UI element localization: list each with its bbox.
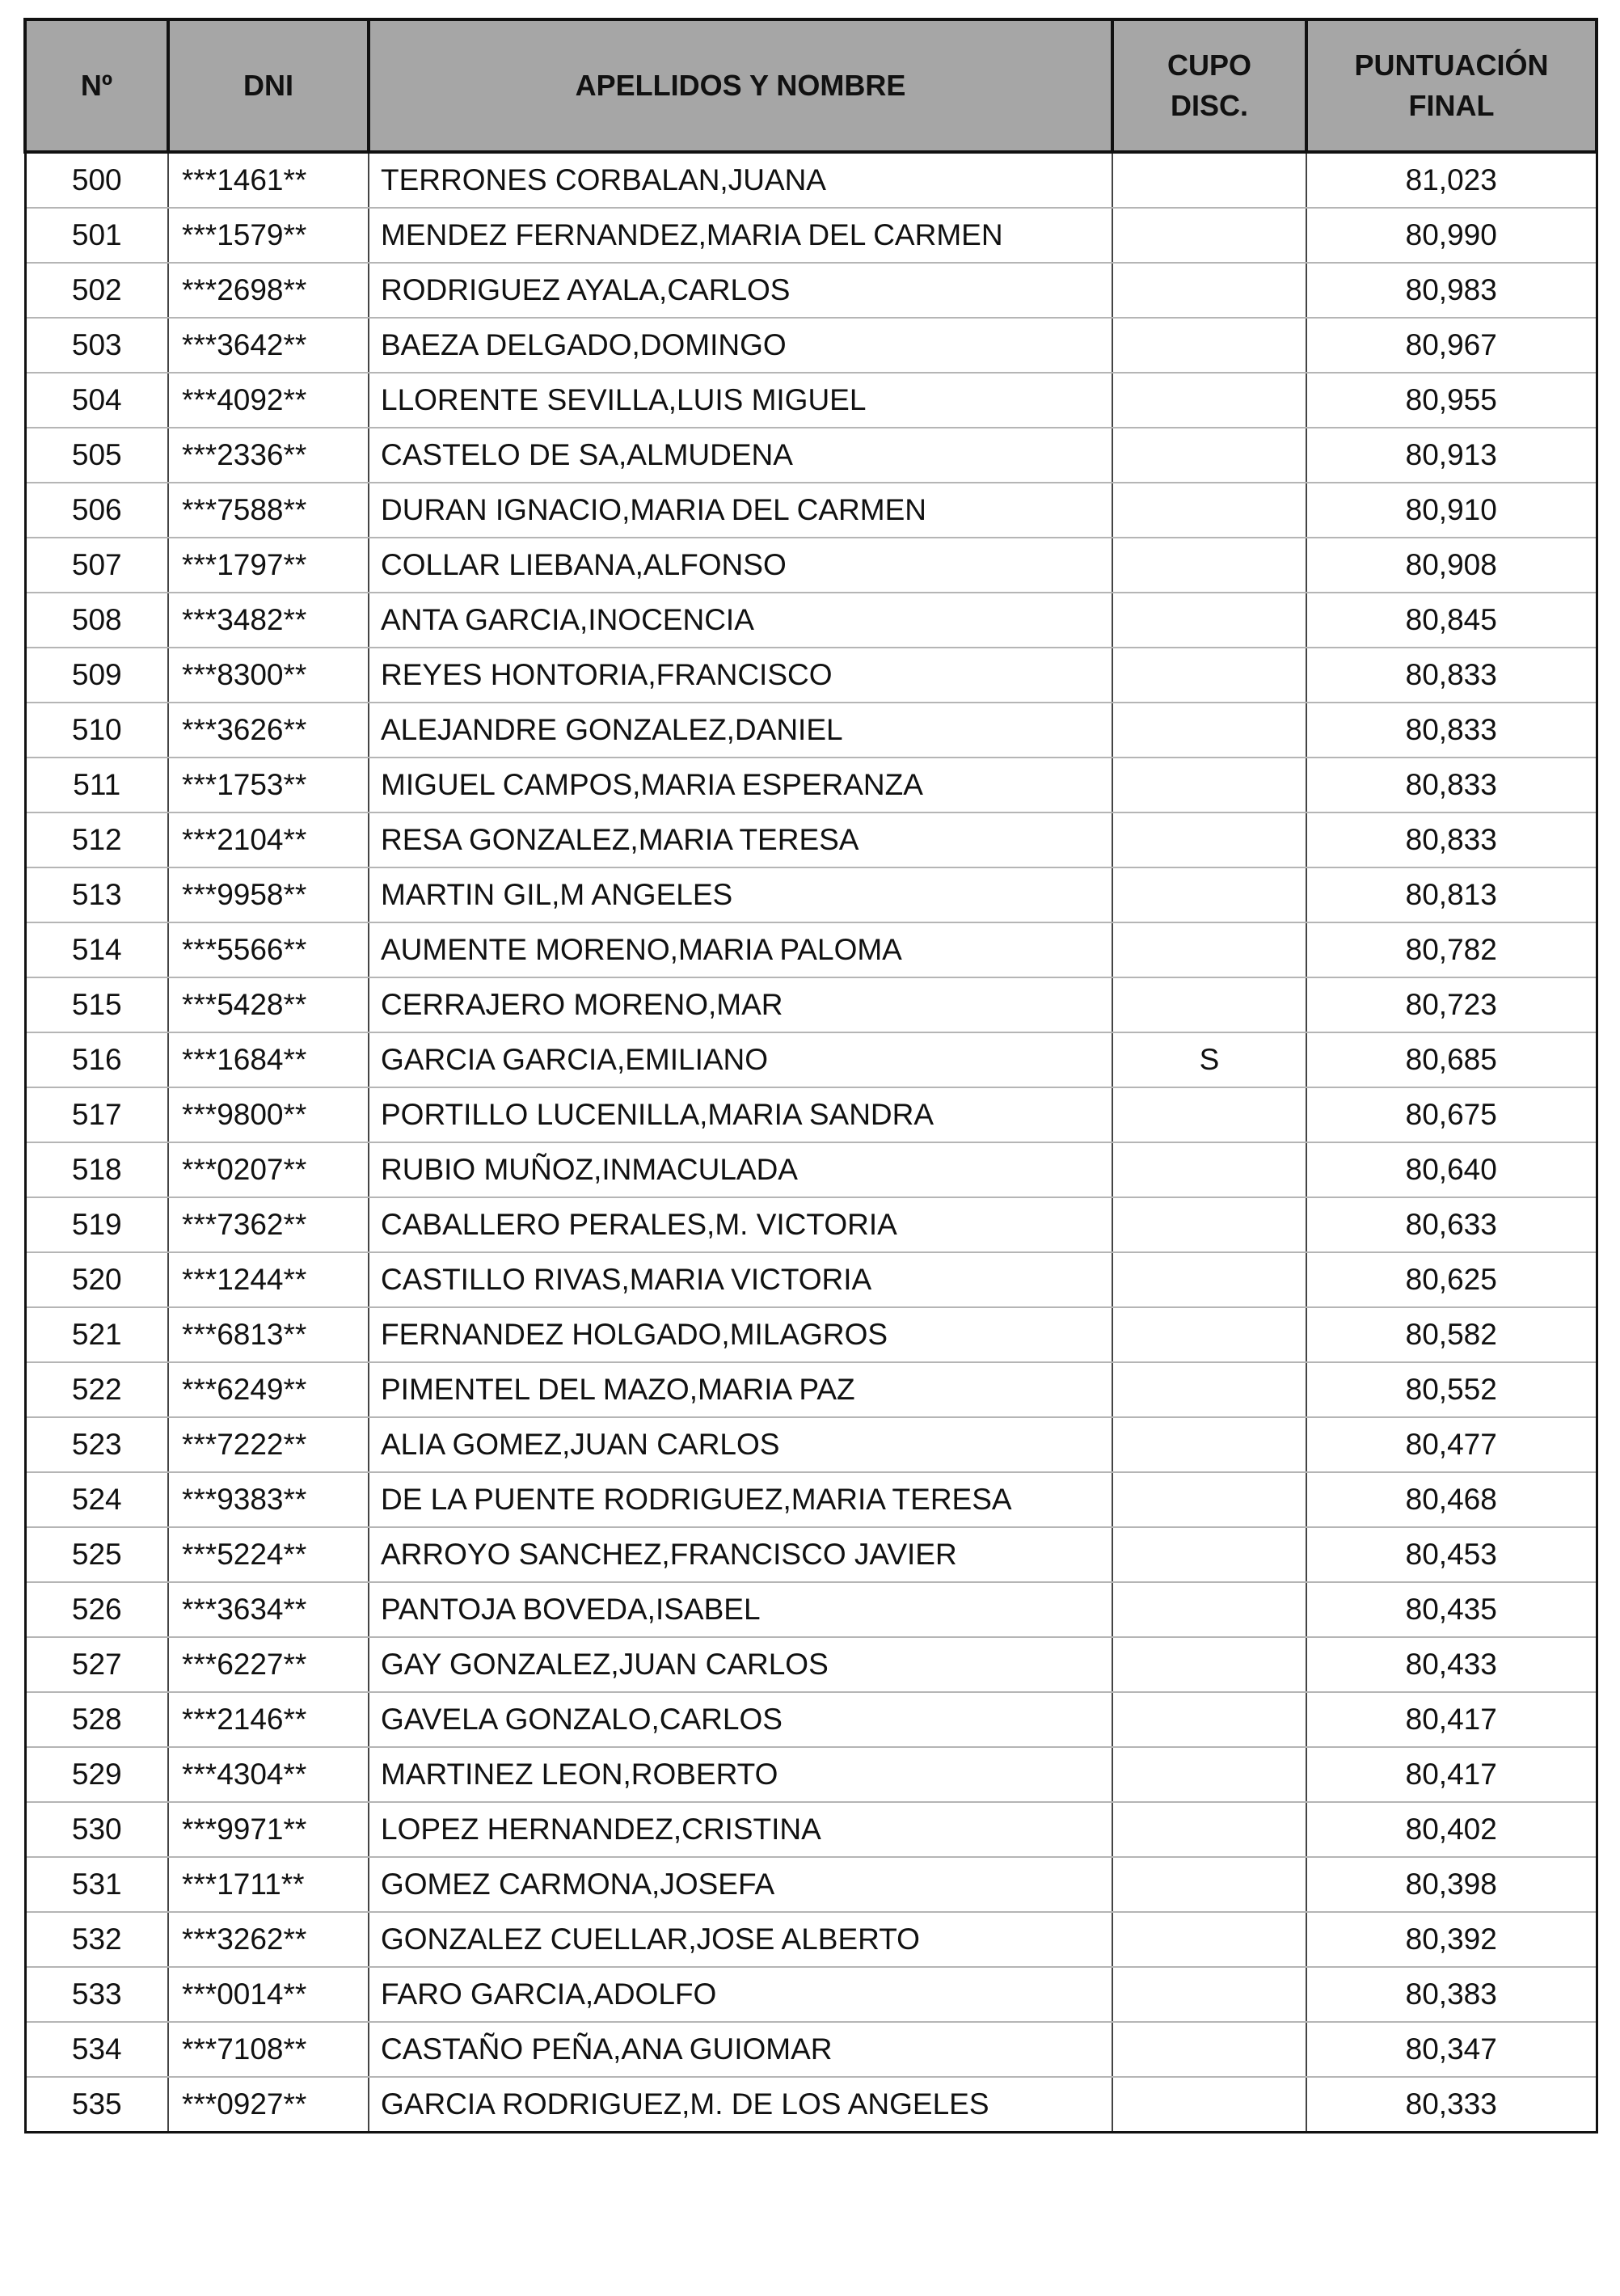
row-number-cell: 518 [25,1142,168,1197]
table-row [25,1582,1597,1637]
table-row [25,1747,1597,1802]
full-name-cell: GONZALEZ CUELLAR,JOSE ALBERTO [369,1912,1112,1967]
cupo-disc-cell [1112,758,1306,812]
final-score-cell: 80,453 [1306,1527,1597,1582]
header-row [25,19,1597,152]
full-name-cell: PORTILLO LUCENILLA,MARIA SANDRA [369,1087,1112,1142]
final-score-cell: 80,398 [1306,1857,1597,1912]
row-number-cell: 522 [25,1362,168,1417]
dni-cell: ***4092** [168,373,369,428]
full-name-cell: ARROYO SANCHEZ,FRANCISCO JAVIER [369,1527,1112,1582]
final-score-cell: 80,640 [1306,1142,1597,1197]
cupo-disc-cell [1112,208,1306,263]
cupo-disc-cell [1112,373,1306,428]
header-num: Nº [25,19,168,152]
full-name-cell: ALEJANDRE GONZALEZ,DANIEL [369,703,1112,758]
row-number-cell: 511 [25,758,168,812]
dni-cell: ***2336** [168,428,369,483]
row-number-cell: 515 [25,977,168,1032]
row-number-cell: 508 [25,593,168,648]
table-row [25,977,1597,1032]
cupo-disc-cell [1112,318,1306,373]
final-score-cell: 80,552 [1306,1362,1597,1417]
final-score-cell: 80,833 [1306,703,1597,758]
table-row [25,538,1597,593]
full-name-cell: AUMENTE MORENO,MARIA PALOMA [369,922,1112,977]
cupo-disc-cell [1112,483,1306,538]
final-score-cell: 80,782 [1306,922,1597,977]
full-name-cell: MIGUEL CAMPOS,MARIA ESPERANZA [369,758,1112,812]
cupo-disc-cell [1112,703,1306,758]
dni-cell: ***6227** [168,1637,369,1692]
header-cupo-line1: CUPO [1166,49,1251,82]
cupo-disc-cell [1112,538,1306,593]
row-number-cell: 502 [25,263,168,318]
full-name-cell: GOMEZ CARMONA,JOSEFA [369,1857,1112,1912]
dni-cell: ***7362** [168,1197,369,1252]
final-score-cell: 80,990 [1306,208,1597,263]
results-table [23,18,1598,2134]
row-number-cell: 521 [25,1307,168,1362]
cupo-disc-cell [1112,263,1306,318]
full-name-cell: MENDEZ FERNANDEZ,MARIA DEL CARMEN [369,208,1112,263]
full-name-cell: TERRONES CORBALAN,JUANA [369,152,1112,208]
table-row [25,1857,1597,1912]
dni-cell: ***3642** [168,318,369,373]
dni-cell: ***3482** [168,593,369,648]
full-name-cell: DE LA PUENTE RODRIGUEZ,MARIA TERESA [369,1472,1112,1527]
final-score-cell: 80,833 [1306,758,1597,812]
row-number-cell: 516 [25,1032,168,1087]
cupo-disc-cell [1112,2022,1306,2077]
final-score-cell: 80,433 [1306,1637,1597,1692]
table-row [25,2022,1597,2077]
full-name-cell: GAVELA GONZALO,CARLOS [369,1692,1112,1747]
full-name-cell: FARO GARCIA,ADOLFO [369,1967,1112,2022]
full-name-cell: REYES HONTORIA,FRANCISCO [369,648,1112,703]
cupo-disc-cell [1112,1362,1306,1417]
final-score-cell: 80,392 [1306,1912,1597,1967]
dni-cell: ***7108** [168,2022,369,2077]
dni-cell: ***3634** [168,1582,369,1637]
header-punt-line1: PUNTUACIÓN [1354,49,1549,82]
dni-cell: ***1684** [168,1032,369,1087]
cupo-disc-cell [1112,922,1306,977]
row-number-cell: 535 [25,2077,168,2133]
row-number-cell: 530 [25,1802,168,1857]
header-dni: DNI [168,19,369,152]
full-name-cell: LOPEZ HERNANDEZ,CRISTINA [369,1802,1112,1857]
table-row [25,648,1597,703]
final-score-cell: 80,813 [1306,867,1597,922]
row-number-cell: 527 [25,1637,168,1692]
final-score-cell: 80,633 [1306,1197,1597,1252]
cupo-disc-cell [1112,1912,1306,1967]
full-name-cell: PIMENTEL DEL MAZO,MARIA PAZ [369,1362,1112,1417]
row-number-cell: 505 [25,428,168,483]
dni-cell: ***5224** [168,1527,369,1582]
cupo-disc-cell [1112,1307,1306,1362]
table-row [25,812,1597,867]
final-score-cell: 80,675 [1306,1087,1597,1142]
table-row [25,1417,1597,1472]
cupo-disc-cell [1112,1417,1306,1472]
header-cupo-line2: DISC. [1170,89,1248,122]
row-number-cell: 500 [25,152,168,208]
table-row [25,2077,1597,2133]
cupo-disc-cell [1112,1472,1306,1527]
dni-cell: ***9383** [168,1472,369,1527]
full-name-cell: CASTELO DE SA,ALMUDENA [369,428,1112,483]
row-number-cell: 531 [25,1857,168,1912]
table-row [25,703,1597,758]
row-number-cell: 532 [25,1912,168,1967]
final-score-cell: 81,023 [1306,152,1597,208]
dni-cell: ***1244** [168,1252,369,1307]
full-name-cell: FERNANDEZ HOLGADO,MILAGROS [369,1307,1112,1362]
row-number-cell: 501 [25,208,168,263]
table-row [25,1967,1597,2022]
row-number-cell: 504 [25,373,168,428]
full-name-cell: CABALLERO PERALES,M. VICTORIA [369,1197,1112,1252]
full-name-cell: MARTINEZ LEON,ROBERTO [369,1747,1112,1802]
dni-cell: ***9800** [168,1087,369,1142]
table-header [25,19,1597,152]
table-row [25,1637,1597,1692]
dni-cell: ***2104** [168,812,369,867]
dni-cell: ***3626** [168,703,369,758]
row-number-cell: 503 [25,318,168,373]
dni-cell: ***2146** [168,1692,369,1747]
row-number-cell: 520 [25,1252,168,1307]
final-score-cell: 80,913 [1306,428,1597,483]
row-number-cell: 506 [25,483,168,538]
table-row [25,1912,1597,1967]
table-row [25,483,1597,538]
row-number-cell: 519 [25,1197,168,1252]
table-row [25,318,1597,373]
table-row [25,263,1597,318]
table-row [25,922,1597,977]
row-number-cell: 528 [25,1692,168,1747]
table-body [25,152,1597,2133]
full-name-cell: PANTOJA BOVEDA,ISABEL [369,1582,1112,1637]
table-row [25,152,1597,208]
full-name-cell: CERRAJERO MORENO,MAR [369,977,1112,1032]
row-number-cell: 507 [25,538,168,593]
full-name-cell: LLORENTE SEVILLA,LUIS MIGUEL [369,373,1112,428]
cupo-disc-cell [1112,1967,1306,2022]
table-row [25,593,1597,648]
full-name-cell: RODRIGUEZ AYALA,CARLOS [369,263,1112,318]
cupo-disc-cell [1112,867,1306,922]
final-score-cell: 80,383 [1306,1967,1597,2022]
row-number-cell: 510 [25,703,168,758]
final-score-cell: 80,908 [1306,538,1597,593]
dni-cell: ***0014** [168,1967,369,2022]
table-row [25,1802,1597,1857]
dni-cell: ***6249** [168,1362,369,1417]
row-number-cell: 525 [25,1527,168,1582]
row-number-cell: 529 [25,1747,168,1802]
cupo-disc-cell [1112,1087,1306,1142]
table-row [25,758,1597,812]
full-name-cell: ANTA GARCIA,INOCENCIA [369,593,1112,648]
dni-cell: ***0207** [168,1142,369,1197]
final-score-cell: 80,625 [1306,1252,1597,1307]
final-score-cell: 80,833 [1306,812,1597,867]
cupo-disc-cell [1112,428,1306,483]
cupo-disc-cell [1112,1637,1306,1692]
cupo-disc-cell [1112,593,1306,648]
final-score-cell: 80,723 [1306,977,1597,1032]
final-score-cell: 80,477 [1306,1417,1597,1472]
cupo-disc-cell [1112,1747,1306,1802]
final-score-cell: 80,967 [1306,318,1597,373]
cupo-disc-cell [1112,812,1306,867]
row-number-cell: 526 [25,1582,168,1637]
table-row [25,1197,1597,1252]
cupo-disc-cell [1112,1857,1306,1912]
table-row [25,1692,1597,1747]
cupo-disc-cell [1112,152,1306,208]
final-score-cell: 80,347 [1306,2022,1597,2077]
results-table-container [23,18,1595,2134]
row-number-cell: 512 [25,812,168,867]
table-row [25,867,1597,922]
table-row [25,373,1597,428]
dni-cell: ***5566** [168,922,369,977]
dni-cell: ***7222** [168,1417,369,1472]
final-score-cell: 80,983 [1306,263,1597,318]
cupo-disc-cell [1112,1582,1306,1637]
dni-cell: ***1753** [168,758,369,812]
table-row [25,1362,1597,1417]
full-name-cell: GARCIA RODRIGUEZ,M. DE LOS ANGELES [369,2077,1112,2133]
final-score-cell: 80,417 [1306,1747,1597,1802]
dni-cell: ***1461** [168,152,369,208]
dni-cell: ***4304** [168,1747,369,1802]
dni-cell: ***2698** [168,263,369,318]
final-score-cell: 80,845 [1306,593,1597,648]
row-number-cell: 524 [25,1472,168,1527]
table-row [25,428,1597,483]
final-score-cell: 80,955 [1306,373,1597,428]
final-score-cell: 80,910 [1306,483,1597,538]
final-score-cell: 80,435 [1306,1582,1597,1637]
row-number-cell: 509 [25,648,168,703]
full-name-cell: ALIA GOMEZ,JUAN CARLOS [369,1417,1112,1472]
row-number-cell: 523 [25,1417,168,1472]
final-score-cell: 80,417 [1306,1692,1597,1747]
table-row [25,1472,1597,1527]
final-score-cell: 80,833 [1306,648,1597,703]
full-name-cell: CASTAÑO PEÑA,ANA GUIOMAR [369,2022,1112,2077]
cupo-disc-cell [1112,977,1306,1032]
cupo-disc-cell [1112,2077,1306,2133]
cupo-disc-cell [1112,1527,1306,1582]
full-name-cell: CASTILLO RIVAS,MARIA VICTORIA [369,1252,1112,1307]
dni-cell: ***1711** [168,1857,369,1912]
final-score-cell: 80,468 [1306,1472,1597,1527]
dni-cell: ***9971** [168,1802,369,1857]
full-name-cell: BAEZA DELGADO,DOMINGO [369,318,1112,373]
header-puntuacion-final [1306,19,1597,152]
dni-cell: ***8300** [168,648,369,703]
final-score-cell: 80,685 [1306,1032,1597,1087]
final-score-cell: 80,333 [1306,2077,1597,2133]
full-name-cell: MARTIN GIL,M ANGELES [369,867,1112,922]
table-row [25,1307,1597,1362]
full-name-cell: RUBIO MUÑOZ,INMACULADA [369,1142,1112,1197]
dni-cell: ***5428** [168,977,369,1032]
table-row [25,1087,1597,1142]
final-score-cell: 80,582 [1306,1307,1597,1362]
cupo-disc-cell [1112,1142,1306,1197]
dni-cell: ***1579** [168,208,369,263]
row-number-cell: 533 [25,1967,168,2022]
dni-cell: ***3262** [168,1912,369,1967]
cupo-disc-cell [1112,1197,1306,1252]
cupo-disc-cell [1112,1252,1306,1307]
dni-cell: ***6813** [168,1307,369,1362]
header-punt-line2: FINAL [1408,89,1495,122]
dni-cell: ***0927** [168,2077,369,2133]
full-name-cell: GAY GONZALEZ,JUAN CARLOS [369,1637,1112,1692]
dni-cell: ***9958** [168,867,369,922]
header-cupo-disc [1112,19,1306,152]
cupo-disc-cell [1112,1802,1306,1857]
table-row [25,208,1597,263]
table-row [25,1142,1597,1197]
cupo-disc-cell: S [1112,1032,1306,1087]
full-name-cell: DURAN IGNACIO,MARIA DEL CARMEN [369,483,1112,538]
cupo-disc-cell [1112,1692,1306,1747]
dni-cell: ***7588** [168,483,369,538]
row-number-cell: 513 [25,867,168,922]
final-score-cell: 80,402 [1306,1802,1597,1857]
full-name-cell: COLLAR LIEBANA,ALFONSO [369,538,1112,593]
dni-cell: ***1797** [168,538,369,593]
row-number-cell: 514 [25,922,168,977]
header-name: APELLIDOS Y NOMBRE [369,19,1112,152]
full-name-cell: GARCIA GARCIA,EMILIANO [369,1032,1112,1087]
table-row [25,1252,1597,1307]
table-row [25,1032,1597,1087]
table-row [25,1527,1597,1582]
cupo-disc-cell [1112,648,1306,703]
row-number-cell: 534 [25,2022,168,2077]
row-number-cell: 517 [25,1087,168,1142]
full-name-cell: RESA GONZALEZ,MARIA TERESA [369,812,1112,867]
